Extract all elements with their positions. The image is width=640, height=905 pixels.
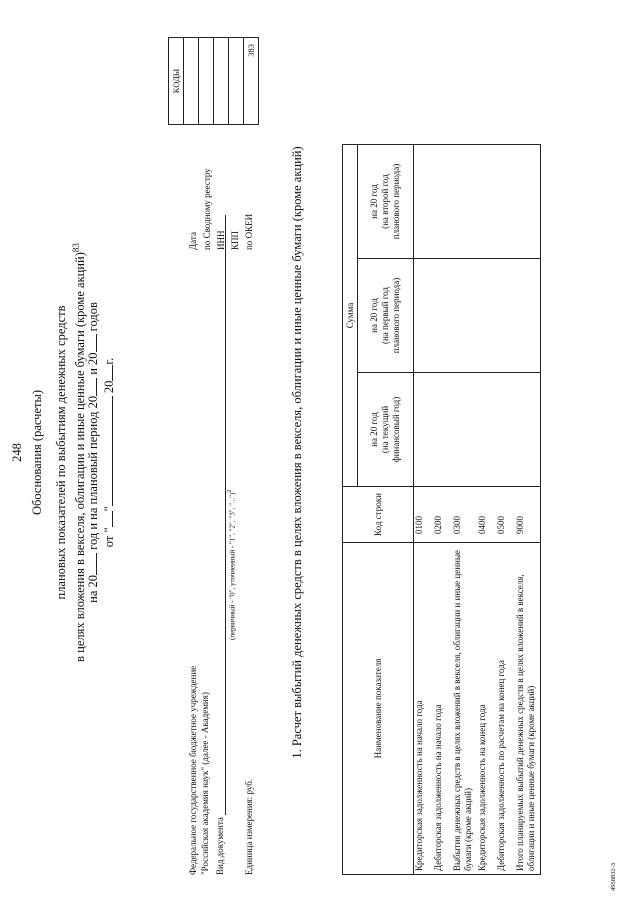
document-subtitle-1: плановых показателей по выбытиям денежных средств [54, 305, 68, 600]
period-line: на 20 год и на плановый период 20 и 20 годов [86, 302, 100, 603]
row-code: 9000 [515, 487, 541, 543]
page-number: 248 [10, 443, 24, 462]
row-code: 0300 [452, 487, 477, 543]
table-row [477, 45, 496, 875]
header-year-current: на 20 год (на текущий финансовый год) [358, 373, 414, 487]
table-row [515, 45, 541, 875]
unit-label: Единица измерения: руб. [244, 778, 254, 875]
document-subtitle-2: в целях вложения в векселя, облигации и иные ценные бумаги (кроме акций)$^{83}$ [71, 243, 88, 662]
header-indicator-name: Наименование показателя [343, 543, 414, 875]
section-title: 1. Расчет выбытий денежных средств в целях вложения в векселя, облигации и иные ценные бумаги (кроме акций) [290, 146, 304, 759]
doc-type-label: Вид документа [215, 817, 225, 875]
row-code: 0200 [433, 487, 452, 543]
table-row [433, 45, 452, 875]
footer-code: 4958832-3 [610, 862, 617, 891]
row-code: 0500 [496, 487, 515, 543]
header-year-first-plan: на 20 год (на первый год планового периода) [358, 259, 414, 373]
institution-name-2: "Российская академия наук" (далее - Академия) [200, 692, 210, 875]
table-row [452, 45, 477, 875]
row-name: Итого планируемых выбытий денежных средств в целях вложений в векселя, облигации и иные ценные бумаги (кроме акций) [515, 543, 541, 875]
row-code: 0400 [477, 487, 496, 543]
row-code: 0100 [414, 487, 434, 543]
codes-value-kpp [229, 38, 244, 125]
codes-label-kpp: КПП [230, 230, 240, 250]
document-title: Обоснования (расчеты) [30, 389, 44, 516]
table-row [414, 45, 434, 875]
row-name: Дебиторская задолженность по расчетам на конец года [496, 543, 515, 875]
row-name: Выбытия денежных средств в целях вложений в векселя, облигации и иные ценные бумаги (кроме акций) [452, 543, 477, 875]
header-year-second-plan: на 20 год (на второй год планового периода) [358, 145, 414, 259]
codes-value-registry [199, 38, 214, 125]
codes-header: КОДЫ [169, 38, 184, 125]
codes-value-okei: 383 [244, 38, 259, 125]
table-row [496, 45, 515, 875]
doc-type-underline [225, 215, 226, 815]
codes-label-registry: по Сводному реестру [202, 168, 212, 250]
codes-label-okei: по ОКЕИ [244, 213, 254, 250]
row-name: Кредиторская задолженность на конец года [477, 543, 496, 875]
header-sum: Сумма [343, 145, 358, 487]
header-row-code: Код строки [343, 487, 414, 543]
doc-type-hint: (первичный - "0", уточненный - "1", "2", "3", "...")$^2$ [227, 489, 237, 640]
codes-value-inn [214, 38, 229, 125]
row-name: Кредиторская задолженность на начало года [414, 543, 434, 875]
codes-value-date [184, 38, 199, 125]
row-name: Дебиторская задолженность на начало года [433, 543, 452, 875]
codes-label-date: Дата [188, 232, 198, 250]
date-line: от "" 20г. [102, 357, 116, 548]
codes-table [168, 37, 259, 125]
codes-label-inn: ИНН [216, 230, 226, 250]
institution-name-1: Федеральное государственное бюджетное учреждение [188, 665, 198, 875]
calculation-table [342, 45, 541, 876]
